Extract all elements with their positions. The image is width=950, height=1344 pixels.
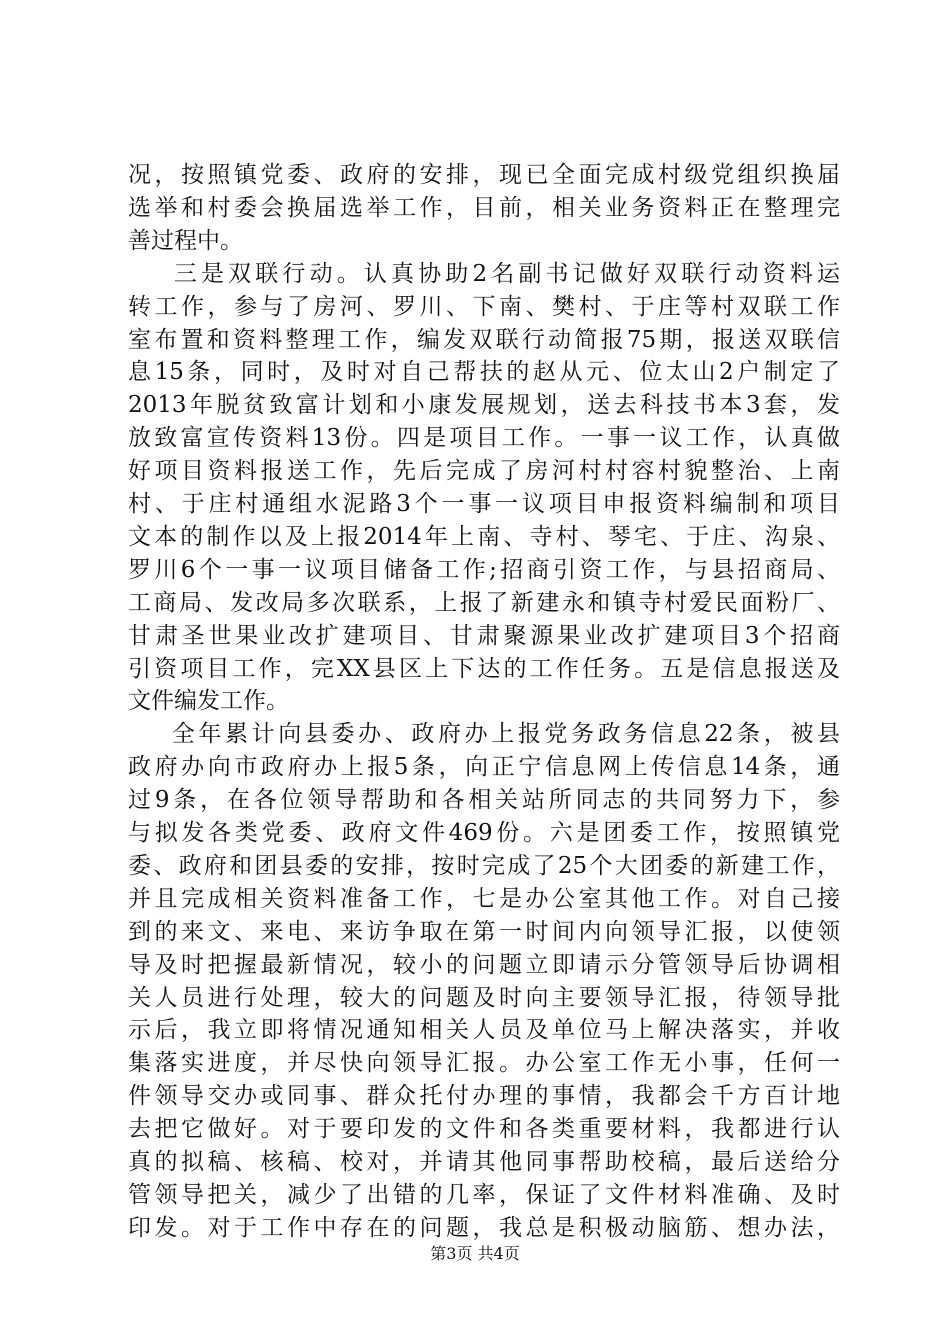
text-line: 与拟发各类党委、政府文件469份。六是团委工作，按照镇党 <box>128 820 840 846</box>
text-line: 善过程中。 <box>128 228 243 254</box>
text-line: 文件编发工作。 <box>128 688 289 714</box>
text-line: 集落实进度，并尽快向领导汇报。办公室工作无小事，任何一 <box>128 1050 840 1076</box>
text-line: 放致富宣传资料13份。四是项目工作。一事一议工作，认真做 <box>128 425 840 451</box>
text-line: 转工作，参与了房河、罗川、下南、樊村、于庄等村双联工作 <box>128 294 840 320</box>
text-line: 息15条，同时，及时对自己帮扶的赵从元、位太山2户制定了 <box>128 359 840 385</box>
text-line: 政府办向市政府办上报5条，向正宁信息网上传信息14条，通 <box>128 754 840 780</box>
text-line: 好项目资料报送工作，先后完成了房河村村容村貌整治、上南 <box>128 458 840 484</box>
text-line: 室布置和资料整理工作，编发双联行动简报75期，报送双联信 <box>128 327 840 353</box>
text-line: 管领导把关，减少了出错的几率，保证了文件材料准确、及时 <box>128 1182 840 1208</box>
text-line: 印发。对于工作中存在的问题，我总是积极动脑筋、想办法， <box>128 1215 840 1241</box>
text-line: 真的拟稿、核稿、校对，并请其他同事帮助校稿，最后送给分 <box>128 1149 840 1175</box>
text-line: 并且完成相关资料准备工作，七是办公室其他工作。对自己接 <box>128 886 840 912</box>
text-line: 委、政府和团县委的安排，按时完成了25个大团委的新建工作， <box>128 853 840 879</box>
page-footer: 第3页 共4页 <box>430 1244 520 1263</box>
text-line: 示后，我立即将情况通知相关人员及单位马上解决落实，并收 <box>128 1017 840 1043</box>
text-line: 甘肃圣世果业改扩建项目、甘肃聚源果业改扩建项目3个招商 <box>128 623 840 649</box>
text-line: 导及时把握最新情况，较小的问题立即请示分管领导后协调相 <box>128 952 840 978</box>
text-line: 2013年脱贫致富计划和小康发展规划，送去科技书本3套，发 <box>128 392 840 418</box>
text-line: 到的来文、来电、来访争取在第一时间内向领导汇报，以使领 <box>128 919 840 945</box>
text-line: 去把它做好。对于要印发的文件和各类重要材料，我都进行认 <box>128 1116 840 1142</box>
text-line: 件领导交办或同事、群众托付办理的事情，我都会千方百计地 <box>128 1083 840 1109</box>
text-line: 工商局、发改局多次联系，上报了新建永和镇寺村爱民面粉厂、 <box>128 590 840 616</box>
text-line: 过9条，在各位领导帮助和各相关站所同志的共同努力下，参 <box>128 787 840 813</box>
text-line: 况，按照镇党委、政府的安排，现已全面完成村级党组织换届 <box>128 162 840 188</box>
text-line: 罗川6个一事一议项目储备工作;招商引资工作，与县招商局、 <box>128 557 840 583</box>
text-line: 关人员进行处理，较大的问题及时向主要领导汇报，待领导批 <box>128 985 840 1011</box>
text-line: 村、于庄村通组水泥路3个一事一议项目申报资料编制和项目 <box>128 491 840 517</box>
text-line: 文本的制作以及上报2014年上南、寺村、琴宅、于庄、沟泉、 <box>128 524 840 550</box>
text-line: 三是双联行动。认真协助2名副书记做好双联行动资料运 <box>128 261 840 287</box>
text-line: 引资项目工作，完XX县区上下达的工作任务。五是信息报送及 <box>128 656 840 682</box>
text-line: 全年累计向县委办、政府办上报党务政务信息22条，被县 <box>128 721 840 747</box>
text-line: 选举和村委会换届选举工作，目前，相关业务资料正在整理完 <box>128 195 840 221</box>
